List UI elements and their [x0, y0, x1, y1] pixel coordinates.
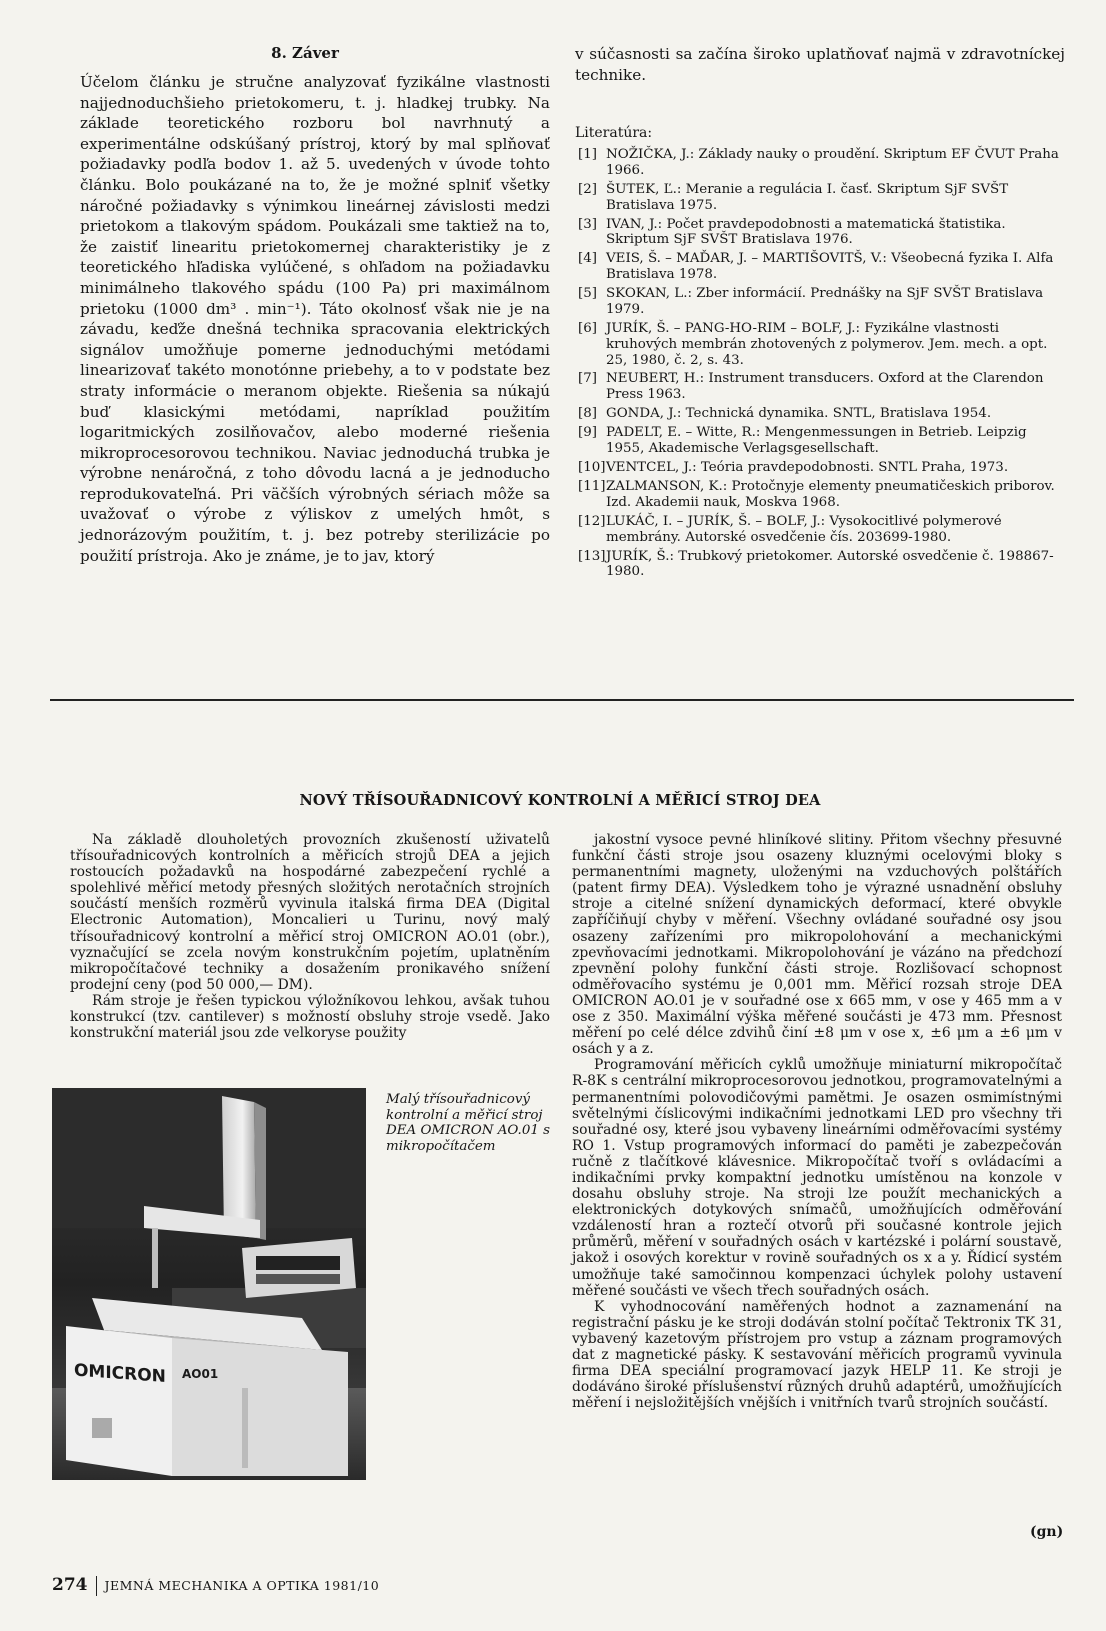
- reference-item: [578, 182, 1068, 214]
- reference-text: VENTCEL, J.: Teória pravdepodobnosti. SNTL Praha, 1973.: [606, 460, 1009, 476]
- reference-number: [6]: [578, 320, 597, 336]
- reference-item: [578, 514, 1068, 546]
- article-paragraph: jakostní vysoce pevné hliníkové slitiny. Přitom všechny přesuvné funkční části stroje jsou osazeny kluznými ocelovými bloky s permanentními magnety, uloženými na vzduchových polštářích (patent firmy DEA). Výsledkem toho je výrazné usnadnění obsluhy stroje a citelné snížení dynamických deformací, které obvykle zapříčiňují chyby v měření. Všechny ovládané souřadné osy jsou osazeny zařízeními pro mikropolohování a mechanickými zpevňovacími jednotkami. Mikropolohování je vázáno na předchozí zpevnění polohy funkční části stroje. Rozlišovací schopnost odměřovacího systému je 0,001 mm. Měřicí rozsah stroje DEA OMICRON AO.01 je v souřadné ose x 665 mm, v ose y 465 mm a v ose z 350. Maximální výška měřené součásti je 473 mm. Přesnost měření po celé délce zdvihů činí ±8 μm v ose x, ±6 μm a ±6 μm v osách y a z.: [572, 832, 1062, 1058]
- reference-number: [2]: [578, 181, 597, 197]
- reference-text: JURÍK, Š. – PANG-HO-RIM – BOLF, J.: Fyzikálne vlastnosti kruhových membrán zhotovených z polymerov. Jem. mech. a opt. 25, 1980, č. 2, s. 43.: [606, 320, 1048, 368]
- conclusion-text: Účelom článku je stručne analyzovať fyzikálne vlastnosti najjednoduchšieho prietokomeru, t. j. hladkej trubky. Na základe teoretického rozboru bol navrhnutý a experimentálne odskúšaný prístroj, ktorý by mal splňovať požiadavky podľa bodov 1. až 5. uvedených v úvode tohto článku. Bolo poukázané na to, že je možné splniť všetky náročné požiadavky s výnimkou lineárnej závislosti medzi prietokom a tlakovým spádom. Poukázali sme taktiež na to, že zaistiť linearitu prietokomernej charakteristiky je z teoretického hľadiska vylúčené, s ohľadom na požiadavku minimálneho tlakového spádu (100 Pa) pri maximálnom prietoku (1000 dm³ . min⁻¹). Táto okolnosť však nie je na závadu, keďže dnešná technika spracovania elektrických signálov umožňuje pomerne jednoduchými metódami linearizovať takéto monotónne priebehy, a to v podstate bez straty informácie o meranom objekte. Riešenia sa núkajú buď klasickými metódami, napríklad použitím logaritmických zosilňovačov, alebo moderné riešenia mikroprocesorovou technikou. Naviac jednoduchá trubka je výrobne nenáročná, z toho dôvodu lacná a je jednoducho reprodukovateľná. Pri väčších výrobných sériach môže sa uvažovať o výrobe z výliskov z umelých hmôt, s jednorázovým použitím, t. j. bez potreby sterilizácie po použití prístroja. Ako je známe, je to jav, ktorý: [80, 73, 550, 565]
- reference-text: ZALMANSON, K.: Protočnyje elementy pneumatičeskich priborov. Izd. Akademii nauk, Moskva 1968.: [606, 479, 1055, 510]
- article-paragraph: Programování měřicích cyklů umožňuje miniaturní mikropočítač R-8K s centrální mikroprocesorovou jednotkou, programovatelnými a permanentními polovodičovými pamětmi. Je osazen osmimístnými světelnými číslicovými indikačními jednotkami LED pro všechny tři souřadné osy, které jsou vybaveny lineárními odměřovacími systémy RO 1. Vstup programových informací do paměti je zabezpečován ručně z tlačítkové klávesnice. Mikropočítač tvoří s ovládacími a indikačními prvky kompaktní jednotku umístěnou na konzole v dosahu obsluhy stroje. Na stroji lze použít mechanických a elektronických dotykových snímačů, umožňujících odměřování vzdáleností hran a roztečí otvorů při současné kontrole jejich průměrů, měření v souřadných osách v kartézské i polární soustavě, jakož i osových korektur v rovině souřadných os x a y. Řídicí systém umožňuje také samočinnou kompenzaci úchylek polohy ustavení měřené součásti ve všech třech souřadných osách.: [572, 1057, 1062, 1299]
- reference-text: LUKÁČ, I. – JURÍK, Š. – BOLF, J.: Vysokocitlivé polymerové membrány. Autorské osvedčenie čís. 203699-1980.: [606, 513, 1002, 545]
- page-number: 274: [52, 1575, 88, 1595]
- reference-number: [3]: [578, 216, 597, 232]
- references-list: [578, 147, 1068, 583]
- reference-number: [10]: [578, 460, 606, 476]
- author-signature: (gn): [1030, 1524, 1064, 1540]
- reference-number: [4]: [578, 251, 597, 267]
- reference-text: NEUBERT, H.: Instrument transducers. Oxford at the Clarendon Press 1963.: [606, 371, 1044, 403]
- reference-number: [1]: [578, 147, 597, 162]
- reference-number: [5]: [578, 286, 597, 302]
- reference-item: [578, 549, 1068, 581]
- reference-number: [9]: [578, 425, 597, 441]
- reference-text: SKOKAN, L.: Zber informácií. Prednášky na SjF SVŠT Bratislava 1979.: [606, 286, 1044, 317]
- reference-item: [578, 321, 1068, 368]
- reference-number: [11]: [578, 479, 606, 495]
- article-right-column: [572, 832, 1062, 1411]
- reference-text: GONDA, J.: Technická dynamika. SNTL, Bratislava 1954.: [606, 406, 992, 422]
- reference-number: [12]: [578, 513, 606, 529]
- reference-text: NOŽIČKA, J.: Základy nauky o proudění. Skriptum EF ČVUT Praha 1966.: [606, 147, 1059, 178]
- reference-text: JURÍK, Š.: Trubkový prietokomer. Autorské osvedčenie č. 198867-1980.: [606, 548, 1054, 580]
- reference-item: [578, 425, 1068, 457]
- reference-item: [578, 460, 1068, 476]
- reference-item: [578, 406, 1068, 422]
- reference-item: [578, 147, 1068, 179]
- photo-caption: Malý třísouřadnicový kontrolní a měřicí stroj DEA OMICRON AO.01 s mikropočítačem: [386, 1092, 550, 1154]
- article-paragraph: Na základě dlouholetých provozních zkušeností uživatelů třísouřadnicových kontrolních a měřicích strojů DEA a jejich rostoucích požadavků na hospodárné zabezpečení rychlé a spolehlivé měřicí metody přesných složitých nerotačních strojních součástí menších rozměrů vyvinula italská firma DEA (Digital Electronic Automation), Moncalieri u Turinu, nový malý třísouřadnicový kontrolní a měřicí stroj OMICRON AO.01 (obr.), vyznačující se zcela novým konstrukčním pojetím, uplatněním mikropočítačové techniky a dosažením pronikavého snížení prodejní ceny (pod 50 000,— DM).: [70, 832, 550, 993]
- reference-item: [578, 217, 1068, 249]
- journal-name: JEMNÁ MECHANIKA A OPTIKA 1981/10: [104, 1578, 380, 1593]
- reference-item: [578, 251, 1068, 283]
- reference-number: [7]: [578, 371, 597, 387]
- article-paragraph: K vyhodnocování naměřených hodnot a zaznamenání na registrační pásku je ke stroji dodáván stolní počítač Tektronix TK 31, vybavený kazetovým přístrojem pro vstup a záznam programových dat z magnetické pásky. K sestavování měřicích programů vyvinula firma DEA speciální programovací jazyk HELP 11. Ke stroji je dodáváno široké příslušenství různých druhů adaptérů, umožňujících měření i nejsložitějších vnějších i vnitřních tvarů strojních součástí.: [572, 1298, 1062, 1412]
- reference-item: [578, 371, 1068, 403]
- machine-photo: [52, 1088, 366, 1480]
- article-paragraph: Rám stroje je řešen typickou výložníkovou lehkou, avšak tuhou konstrukcí (tzv. cantilever) s možností obsluhy stroje vsedě. Jako konstrukční materiál jsou zde velkoryse použity: [70, 992, 550, 1042]
- reference-item: [578, 286, 1068, 318]
- footer-separator: [96, 1576, 97, 1596]
- page-footer: [52, 1575, 379, 1596]
- section-title: 8. Záver: [271, 44, 339, 62]
- section-divider: [50, 699, 1074, 701]
- article-title: NOVÝ TŘÍSOUŘADNICOVÝ KONTROLNÍ A MĚŘICÍ STROJ DEA: [299, 792, 821, 809]
- reference-item: [578, 479, 1068, 511]
- reference-number: [8]: [578, 406, 597, 422]
- photo-brand-label: OMICRON: [74, 1360, 166, 1387]
- photo-model-label: AO01: [182, 1367, 219, 1381]
- reference-text: PADELT, E. – Witte, R.: Mengenmessungen in Betrieb. Leipzig 1955, Akademische Verlagsgesellschaft.: [606, 425, 1027, 457]
- conclusion-text-continued: v súčasnosti sa začína široko uplatňovať najmä v zdravotníckej technike.: [575, 45, 1065, 84]
- reference-number: [13]: [578, 548, 606, 564]
- article-left-column: [70, 832, 550, 1041]
- reference-text: IVAN, J.: Počet pravdepodobnosti a matematická štatistika. Skriptum SjF SVŠT Bratislava 1976.: [606, 216, 1006, 248]
- references-heading: Literatúra:: [575, 125, 653, 141]
- reference-text: VEIS, Š. – MAĎAR, J. – MARTIŠOVITŠ, V.: Všeobecná fyzika I. Alfa Bratislava 1978.: [606, 251, 1054, 283]
- reference-text: ŠUTEK, Ľ.: Meranie a regulácia I. časť. Skriptum SjF SVŠT Bratislava 1975.: [606, 181, 1009, 213]
